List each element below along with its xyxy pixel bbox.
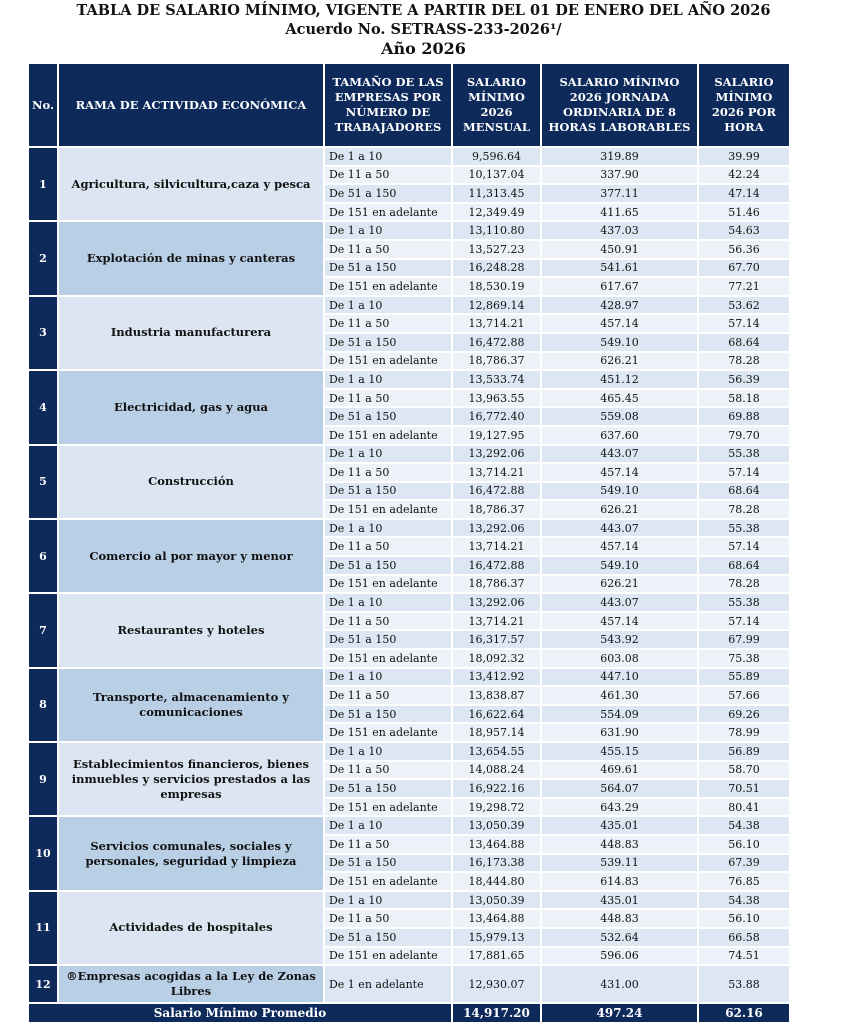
company-size: De 51 a 150 bbox=[325, 408, 451, 425]
monthly-wage: 13,838.87 bbox=[453, 687, 540, 704]
hourly-wage: 42.24 bbox=[699, 167, 789, 184]
company-size: De 11 a 50 bbox=[325, 836, 451, 853]
table-row bbox=[29, 594, 789, 611]
daily-wage: 461.30 bbox=[542, 687, 697, 704]
monthly-wage: 12,869.14 bbox=[453, 297, 540, 314]
average-hora: 62.16 bbox=[699, 1004, 789, 1022]
monthly-wage: 13,714.21 bbox=[453, 464, 540, 481]
hourly-wage: 74.51 bbox=[699, 948, 789, 965]
hourly-wage: 68.64 bbox=[699, 483, 789, 500]
hourly-wage: 78.28 bbox=[699, 353, 789, 370]
daily-wage: 437.03 bbox=[542, 222, 697, 239]
monthly-wage: 16,472.88 bbox=[453, 557, 540, 574]
daily-wage: 631.90 bbox=[542, 724, 697, 741]
daily-wage: 554.09 bbox=[542, 706, 697, 723]
monthly-wage: 13,292.06 bbox=[453, 594, 540, 611]
daily-wage: 337.90 bbox=[542, 167, 697, 184]
year-title: Año 2026 bbox=[381, 39, 466, 58]
hourly-wage: 75.38 bbox=[699, 650, 789, 667]
hourly-wage: 56.10 bbox=[699, 836, 789, 853]
hourly-wage: 67.99 bbox=[699, 631, 789, 648]
monthly-wage: 18,786.37 bbox=[453, 576, 540, 593]
hourly-wage: 47.14 bbox=[699, 185, 789, 202]
company-size: De 51 a 150 bbox=[325, 185, 451, 202]
group-number: 4 bbox=[29, 371, 57, 443]
daily-wage: 377.11 bbox=[542, 185, 697, 202]
hourly-wage: 57.14 bbox=[699, 315, 789, 332]
company-size: De 1 a 10 bbox=[325, 222, 451, 239]
monthly-wage: 13,714.21 bbox=[453, 538, 540, 555]
company-size: De 1 a 10 bbox=[325, 446, 451, 463]
hourly-wage: 78.28 bbox=[699, 501, 789, 518]
hourly-wage: 69.26 bbox=[699, 706, 789, 723]
company-size: De 151 en adelante bbox=[325, 501, 451, 518]
monthly-wage: 16,772.40 bbox=[453, 408, 540, 425]
daily-wage: 428.97 bbox=[542, 297, 697, 314]
company-size: De 11 a 50 bbox=[325, 167, 451, 184]
company-size: De 1 a 10 bbox=[325, 817, 451, 834]
daily-wage: 447.10 bbox=[542, 669, 697, 686]
hourly-wage: 56.89 bbox=[699, 743, 789, 760]
company-size: De 11 a 50 bbox=[325, 687, 451, 704]
group-number: 9 bbox=[29, 743, 57, 815]
economic-activity: Industria manufacturera bbox=[59, 297, 323, 369]
table-row bbox=[29, 669, 789, 686]
company-size: De 1 a 10 bbox=[325, 297, 451, 314]
daily-wage: 465.45 bbox=[542, 390, 697, 407]
monthly-wage: 19,298.72 bbox=[453, 799, 540, 816]
hourly-wage: 70.51 bbox=[699, 780, 789, 797]
company-size: De 1 a 10 bbox=[325, 520, 451, 537]
monthly-wage: 13,110.80 bbox=[453, 222, 540, 239]
hourly-wage: 54.38 bbox=[699, 892, 789, 909]
company-size: De 151 en adelante bbox=[325, 353, 451, 370]
daily-wage: 443.07 bbox=[542, 446, 697, 463]
company-size: De 151 en adelante bbox=[325, 278, 451, 295]
daily-wage: 435.01 bbox=[542, 892, 697, 909]
company-size: De 11 a 50 bbox=[325, 464, 451, 481]
monthly-wage: 12,930.07 bbox=[453, 966, 540, 1002]
daily-wage: 443.07 bbox=[542, 594, 697, 611]
daily-wage: 549.10 bbox=[542, 334, 697, 351]
economic-activity: Servicios comunales, sociales y personales, seguridad y limpieza bbox=[59, 817, 323, 889]
header-mensual: SALARIO MÍNIMO 2026 MENSUAL bbox=[453, 64, 540, 146]
monthly-wage: 12,349.49 bbox=[453, 204, 540, 221]
group-number: 1 bbox=[29, 148, 57, 220]
economic-activity: Agricultura, silvicultura,caza y pesca bbox=[59, 148, 323, 220]
hourly-wage: 78.28 bbox=[699, 576, 789, 593]
group-number: 10 bbox=[29, 817, 57, 889]
daily-wage: 448.83 bbox=[542, 836, 697, 853]
daily-wage: 543.92 bbox=[542, 631, 697, 648]
monthly-wage: 13,714.21 bbox=[453, 613, 540, 630]
monthly-wage: 16,622.64 bbox=[453, 706, 540, 723]
hourly-wage: 66.58 bbox=[699, 929, 789, 946]
table-row bbox=[29, 966, 789, 1002]
table-row bbox=[29, 817, 789, 834]
monthly-wage: 13,963.55 bbox=[453, 390, 540, 407]
company-size: De 11 a 50 bbox=[325, 241, 451, 258]
company-size: De 1 a 10 bbox=[325, 594, 451, 611]
hourly-wage: 57.14 bbox=[699, 613, 789, 630]
monthly-wage: 16,472.88 bbox=[453, 483, 540, 500]
group-number: 7 bbox=[29, 594, 57, 666]
table-row bbox=[29, 743, 789, 760]
monthly-wage: 18,092.32 bbox=[453, 650, 540, 667]
daily-wage: 617.67 bbox=[542, 278, 697, 295]
table-row bbox=[29, 892, 789, 909]
monthly-wage: 13,464.88 bbox=[453, 910, 540, 927]
company-size: De 1 a 10 bbox=[325, 148, 451, 165]
daily-wage: 559.08 bbox=[542, 408, 697, 425]
company-size: De 51 a 150 bbox=[325, 557, 451, 574]
monthly-wage: 14,088.24 bbox=[453, 762, 540, 779]
monthly-wage: 9,596.64 bbox=[453, 148, 540, 165]
company-size: De 151 en adelante bbox=[325, 799, 451, 816]
table-header-row bbox=[29, 64, 789, 146]
document-title: TABLA DE SALARIO MÍNIMO, VIGENTE A PARTIR DEL 01 DE ENERO DEL AÑO 2026 bbox=[76, 2, 771, 19]
hourly-wage: 51.46 bbox=[699, 204, 789, 221]
economic-activity: Construcción bbox=[59, 446, 323, 518]
daily-wage: 626.21 bbox=[542, 501, 697, 518]
hourly-wage: 54.38 bbox=[699, 817, 789, 834]
table-row bbox=[29, 222, 789, 239]
monthly-wage: 15,979.13 bbox=[453, 929, 540, 946]
daily-wage: 469.61 bbox=[542, 762, 697, 779]
company-size: De 11 a 50 bbox=[325, 910, 451, 927]
hourly-wage: 53.62 bbox=[699, 297, 789, 314]
monthly-wage: 18,444.80 bbox=[453, 873, 540, 890]
table-row bbox=[29, 446, 789, 463]
daily-wage: 596.06 bbox=[542, 948, 697, 965]
monthly-wage: 16,248.28 bbox=[453, 260, 540, 277]
hourly-wage: 56.39 bbox=[699, 371, 789, 388]
hourly-wage: 57.66 bbox=[699, 687, 789, 704]
header-jornada: SALARIO MÍNIMO 2026 JORNADA ORDINARIA DE 8 HORAS LABORABLES bbox=[542, 64, 697, 146]
monthly-wage: 13,527.23 bbox=[453, 241, 540, 258]
economic-activity: Explotación de minas y canteras bbox=[59, 222, 323, 294]
daily-wage: 435.01 bbox=[542, 817, 697, 834]
daily-wage: 431.00 bbox=[542, 966, 697, 1002]
hourly-wage: 68.64 bbox=[699, 334, 789, 351]
daily-wage: 448.83 bbox=[542, 910, 697, 927]
company-size: De 151 en adelante bbox=[325, 204, 451, 221]
group-number: 12 bbox=[29, 966, 57, 1002]
economic-activity: Restaurantes y hoteles bbox=[59, 594, 323, 666]
daily-wage: 626.21 bbox=[542, 353, 697, 370]
minimum-wage-table bbox=[27, 62, 791, 1024]
company-size: De 1 a 10 bbox=[325, 669, 451, 686]
monthly-wage: 13,292.06 bbox=[453, 446, 540, 463]
hourly-wage: 55.38 bbox=[699, 520, 789, 537]
daily-wage: 451.12 bbox=[542, 371, 697, 388]
daily-wage: 643.29 bbox=[542, 799, 697, 816]
company-size: De 51 a 150 bbox=[325, 706, 451, 723]
monthly-wage: 13,412.92 bbox=[453, 669, 540, 686]
economic-activity: Establecimientos financieros, bienes inmuebles y servicios prestados a las empresas bbox=[59, 743, 323, 815]
daily-wage: 541.61 bbox=[542, 260, 697, 277]
header-hora: SALARIO MÍNIMO 2026 POR HORA bbox=[699, 64, 789, 146]
average-mensual: 14,917.20 bbox=[453, 1004, 540, 1022]
hourly-wage: 78.99 bbox=[699, 724, 789, 741]
group-number: 6 bbox=[29, 520, 57, 592]
table-row bbox=[29, 520, 789, 537]
table-row bbox=[29, 297, 789, 314]
agreement-number: Acuerdo No. SETRASS-233-2026¹/ bbox=[285, 21, 562, 38]
daily-wage: 532.64 bbox=[542, 929, 697, 946]
monthly-wage: 17,881.65 bbox=[453, 948, 540, 965]
group-number: 5 bbox=[29, 446, 57, 518]
monthly-wage: 13,654.55 bbox=[453, 743, 540, 760]
economic-activity: ®Empresas acogidas a la Ley de Zonas Libres bbox=[59, 966, 323, 1002]
company-size: De 1 en adelante bbox=[325, 966, 451, 1002]
company-size: De 11 a 50 bbox=[325, 762, 451, 779]
monthly-wage: 10,137.04 bbox=[453, 167, 540, 184]
hourly-wage: 69.88 bbox=[699, 408, 789, 425]
company-size: De 51 a 150 bbox=[325, 483, 451, 500]
daily-wage: 319.89 bbox=[542, 148, 697, 165]
group-number: 3 bbox=[29, 297, 57, 369]
daily-wage: 549.10 bbox=[542, 483, 697, 500]
hourly-wage: 58.70 bbox=[699, 762, 789, 779]
daily-wage: 443.07 bbox=[542, 520, 697, 537]
economic-activity: Actividades de hospitales bbox=[59, 892, 323, 964]
group-number: 8 bbox=[29, 669, 57, 741]
average-row bbox=[29, 1004, 789, 1022]
company-size: De 1 a 10 bbox=[325, 892, 451, 909]
company-size: De 11 a 50 bbox=[325, 613, 451, 630]
daily-wage: 455.15 bbox=[542, 743, 697, 760]
average-jornada: 497.24 bbox=[542, 1004, 697, 1022]
hourly-wage: 56.10 bbox=[699, 910, 789, 927]
hourly-wage: 80.41 bbox=[699, 799, 789, 816]
daily-wage: 549.10 bbox=[542, 557, 697, 574]
company-size: De 151 en adelante bbox=[325, 427, 451, 444]
table-row bbox=[29, 148, 789, 165]
hourly-wage: 55.89 bbox=[699, 669, 789, 686]
monthly-wage: 18,957.14 bbox=[453, 724, 540, 741]
company-size: De 51 a 150 bbox=[325, 631, 451, 648]
company-size: De 11 a 50 bbox=[325, 315, 451, 332]
company-size: De 51 a 150 bbox=[325, 855, 451, 872]
economic-activity: Comercio al por mayor y menor bbox=[59, 520, 323, 592]
group-number: 2 bbox=[29, 222, 57, 294]
monthly-wage: 13,050.39 bbox=[453, 817, 540, 834]
group-number: 11 bbox=[29, 892, 57, 964]
company-size: De 51 a 150 bbox=[325, 929, 451, 946]
daily-wage: 457.14 bbox=[542, 538, 697, 555]
monthly-wage: 13,464.88 bbox=[453, 836, 540, 853]
daily-wage: 450.91 bbox=[542, 241, 697, 258]
hourly-wage: 55.38 bbox=[699, 446, 789, 463]
company-size: De 151 en adelante bbox=[325, 724, 451, 741]
hourly-wage: 39.99 bbox=[699, 148, 789, 165]
monthly-wage: 16,922.16 bbox=[453, 780, 540, 797]
company-size: De 51 a 150 bbox=[325, 334, 451, 351]
header-rama: RAMA DE ACTIVIDAD ECONÓMICA bbox=[59, 64, 323, 146]
hourly-wage: 57.14 bbox=[699, 464, 789, 481]
hourly-wage: 54.63 bbox=[699, 222, 789, 239]
table-row bbox=[29, 371, 789, 388]
daily-wage: 626.21 bbox=[542, 576, 697, 593]
daily-wage: 614.83 bbox=[542, 873, 697, 890]
hourly-wage: 79.70 bbox=[699, 427, 789, 444]
monthly-wage: 13,292.06 bbox=[453, 520, 540, 537]
daily-wage: 564.07 bbox=[542, 780, 697, 797]
daily-wage: 457.14 bbox=[542, 315, 697, 332]
monthly-wage: 18,786.37 bbox=[453, 501, 540, 518]
monthly-wage: 19,127.95 bbox=[453, 427, 540, 444]
economic-activity: Transporte, almacenamiento y comunicaciones bbox=[59, 669, 323, 741]
company-size: De 11 a 50 bbox=[325, 390, 451, 407]
company-size: De 1 a 10 bbox=[325, 743, 451, 760]
header-no: No. bbox=[29, 64, 57, 146]
economic-activity: Electricidad, gas y agua bbox=[59, 371, 323, 443]
header-size: TAMAÑO DE LAS EMPRESAS POR NÚMERO DE TRABAJADORES bbox=[325, 64, 451, 146]
monthly-wage: 18,786.37 bbox=[453, 353, 540, 370]
company-size: De 51 a 150 bbox=[325, 780, 451, 797]
hourly-wage: 53.88 bbox=[699, 966, 789, 1002]
hourly-wage: 77.21 bbox=[699, 278, 789, 295]
daily-wage: 457.14 bbox=[542, 613, 697, 630]
monthly-wage: 13,050.39 bbox=[453, 892, 540, 909]
monthly-wage: 18,530.19 bbox=[453, 278, 540, 295]
company-size: De 151 en adelante bbox=[325, 948, 451, 965]
company-size: De 151 en adelante bbox=[325, 576, 451, 593]
daily-wage: 411.65 bbox=[542, 204, 697, 221]
hourly-wage: 55.38 bbox=[699, 594, 789, 611]
monthly-wage: 16,472.88 bbox=[453, 334, 540, 351]
hourly-wage: 58.18 bbox=[699, 390, 789, 407]
company-size: De 51 a 150 bbox=[325, 260, 451, 277]
daily-wage: 603.08 bbox=[542, 650, 697, 667]
average-label: Salario Mínimo Promedio bbox=[29, 1004, 451, 1022]
hourly-wage: 76.85 bbox=[699, 873, 789, 890]
company-size: De 11 a 50 bbox=[325, 538, 451, 555]
daily-wage: 539.11 bbox=[542, 855, 697, 872]
company-size: De 1 a 10 bbox=[325, 371, 451, 388]
monthly-wage: 16,173.38 bbox=[453, 855, 540, 872]
daily-wage: 457.14 bbox=[542, 464, 697, 481]
hourly-wage: 67.39 bbox=[699, 855, 789, 872]
monthly-wage: 13,533.74 bbox=[453, 371, 540, 388]
monthly-wage: 11,313.45 bbox=[453, 185, 540, 202]
hourly-wage: 68.64 bbox=[699, 557, 789, 574]
monthly-wage: 16,317.57 bbox=[453, 631, 540, 648]
company-size: De 151 en adelante bbox=[325, 873, 451, 890]
hourly-wage: 57.14 bbox=[699, 538, 789, 555]
daily-wage: 637.60 bbox=[542, 427, 697, 444]
company-size: De 151 en adelante bbox=[325, 650, 451, 667]
hourly-wage: 56.36 bbox=[699, 241, 789, 258]
hourly-wage: 67.70 bbox=[699, 260, 789, 277]
monthly-wage: 13,714.21 bbox=[453, 315, 540, 332]
